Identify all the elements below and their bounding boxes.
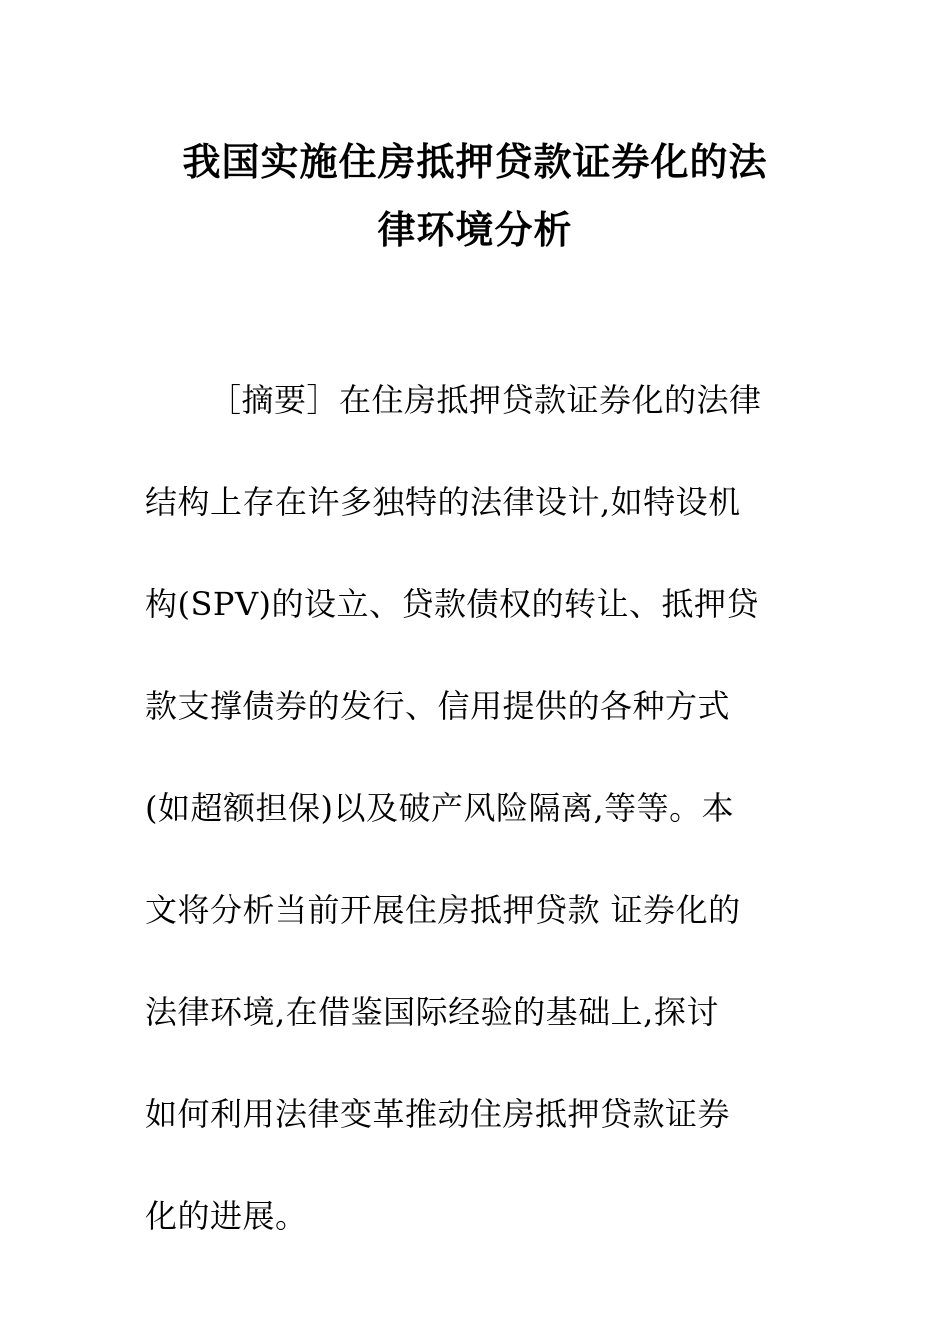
abstract-line: (如超额担保)以及破产风险隔离,等等。本 [145, 789, 735, 827]
abstract-line: 构(SPV)的设立、贷款债权的转让、抵押贷 [145, 585, 760, 623]
document-title [120, 128, 830, 264]
title-line-1: 我国实施住房抵押贷款证券化的法 [182, 140, 768, 184]
abstract-line: 款支撑债券的发行、信用提供的各种方式 [145, 687, 731, 725]
abstract-line: 法律环境,在借鉴国际经验的基础上,探讨 [145, 993, 719, 1031]
abstract-line: 文将分析当前开展住房抵押贷款 证券化的 [145, 891, 741, 929]
abstract-line: ［摘要］在住房抵押贷款证券化的法律 [209, 381, 762, 419]
abstract-line: 结构上存在许多独特的法律设计,如特设机 [145, 483, 741, 521]
abstract-line: 如何利用法律变革推动住房抵押贷款证券 [145, 1095, 731, 1133]
abstract-line: 化的进展。 [145, 1197, 308, 1235]
title-line-2: 律环境分析 [377, 208, 573, 252]
abstract-paragraph [145, 372, 805, 1290]
